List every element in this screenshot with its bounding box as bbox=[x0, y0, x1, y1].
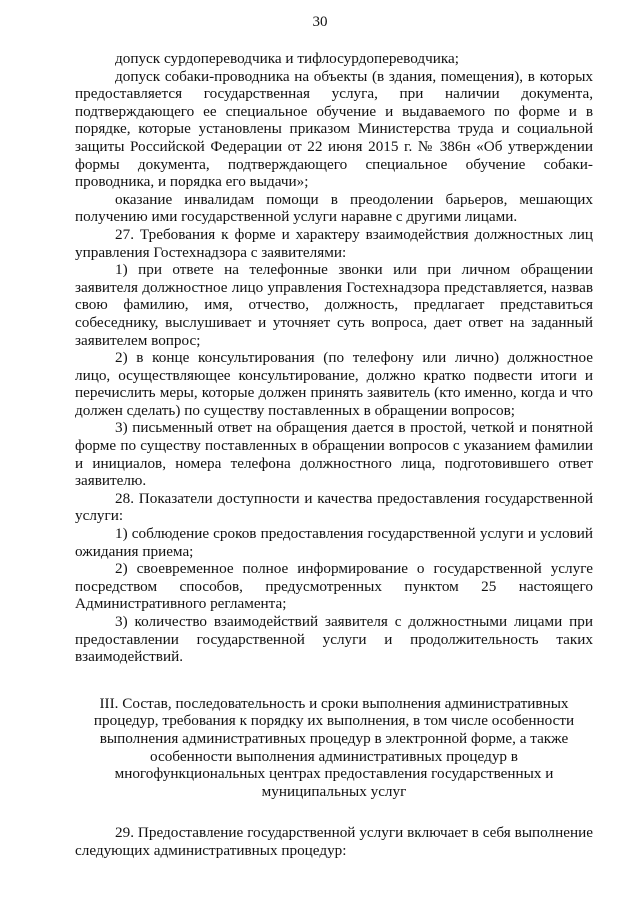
paragraph: 28. Показатели доступности и качества предоставления государственной услуги: bbox=[75, 489, 593, 525]
paragraph: 3) количество взаимодействий заявителя с должностными лицами при предоставлении государственной услуги и продолжительность таких взаимодействий. bbox=[75, 613, 593, 666]
document-body bbox=[75, 50, 593, 860]
paragraph: 2) в конце консультирования (по телефону или лично) должностное лицо, осуществляющее консультирование, должно кратко подвести итоги и перечислить меры, которые должен принять заявитель (кто именно, когда и что должен сделать) по существу поставленных в обращении вопросов; bbox=[75, 349, 593, 419]
paragraph: 1) соблюдение сроков предоставления государственной услуги и условий ожидания приема; bbox=[75, 525, 593, 560]
paragraph: 27. Требования к форме и характеру взаимодействия должностных лиц управления Гостехнадзора с заявителями: bbox=[75, 225, 593, 261]
paragraph: 29. Предоставление государственной услуги включает в себя выполнение следующих административных процедур: bbox=[75, 824, 593, 859]
paragraph: 3) письменный ответ на обращения дается в простой, четкой и понятной форме по существу поставленных в обращении вопросов с указанием фамилии и инициалов, номера телефона должностного лица, подготовившего ответ заявителю. bbox=[75, 419, 593, 490]
paragraph: 2) своевременное полное информирование о государственной услуге посредством способов, предусмотренных пунктом 25 настоящего Административного регламента; bbox=[75, 560, 593, 613]
paragraph: допуск собаки-проводника на объекты (в здания, помещения), в которых предоставляется государственная услуга, при наличии документа, подтверждающего ее специальное обучение и выдаваемого по форме и в порядке, которые установлены приказом Министерства труда и социальной защиты Российской Федерации от 22 июня 2015 г. № 386н «Об утверждении формы документа, подтверждающего специальное обучение собаки-проводника, и порядка его выдачи»; bbox=[75, 67, 593, 191]
paragraph: допуск сурдопереводчика и тифлосурдопереводчика; bbox=[115, 50, 459, 67]
section-heading: III. Состав, последовательность и сроки выполнения административных процедур, требования к порядку их выполнения, в том числе особенности выполнения административных процедур в электронной форме, а также особенности выполнения административных процедур в многофункциональных центрах предоставления государственных и муниципальных услуг bbox=[93, 694, 575, 800]
page-number: 30 bbox=[312, 14, 328, 30]
paragraph: оказание инвалидам помощи в преодолении барьеров, мешающих получению ими государственной услуги наравне с другими лицами. bbox=[75, 190, 593, 226]
paragraph: 1) при ответе на телефонные звонки или при личном обращении заявителя должностное лицо управления Гостехнадзора представляется, назвав свою фамилию, имя, отчество, должность, предлагает представиться собеседнику, выслушивает и уточняет суть вопроса, дает ответ на заданный заявителем вопрос; bbox=[75, 261, 593, 349]
